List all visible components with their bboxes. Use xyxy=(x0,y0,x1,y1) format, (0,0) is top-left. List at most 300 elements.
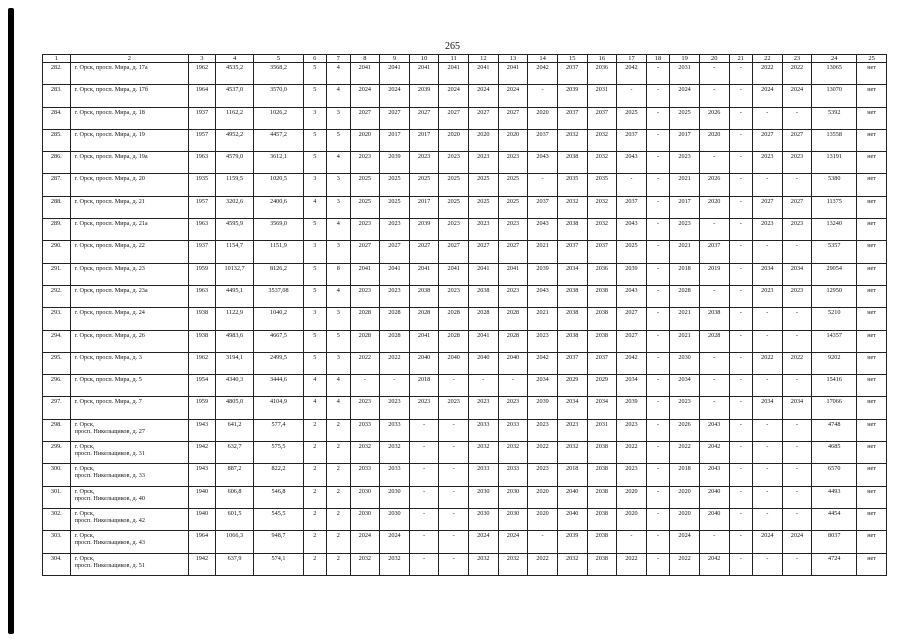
table-cell: 2026 xyxy=(699,107,729,129)
table-cell: 2033 xyxy=(469,419,499,441)
table-cell: 2020 xyxy=(617,486,647,508)
table-cell: 2023 xyxy=(557,419,587,441)
table-cell: 3 xyxy=(327,308,351,330)
table-cell: - xyxy=(469,375,499,397)
table-cell: 2039 xyxy=(557,531,587,553)
table-cell: нет xyxy=(857,352,887,374)
table-cell: 2025 xyxy=(380,196,410,218)
table-cell: 2024 xyxy=(753,85,783,107)
table-cell: - xyxy=(528,85,558,107)
row-number-cell: 283. xyxy=(43,85,71,107)
table-cell: 2039 xyxy=(557,85,587,107)
table-cell: 4 xyxy=(327,397,351,419)
table-cell: 2025 xyxy=(617,241,647,263)
table-cell: 11375 xyxy=(812,196,857,218)
table-cell: 4 xyxy=(327,63,351,85)
table-cell: 2023 xyxy=(380,219,410,241)
table-cell: 2027 xyxy=(782,129,812,151)
table-cell: 2024 xyxy=(753,531,783,553)
column-header: 18 xyxy=(646,55,670,63)
table-cell: 13191 xyxy=(812,152,857,174)
table-cell: - xyxy=(646,174,670,196)
table-cell: 1159,5 xyxy=(215,174,254,196)
table-cell: 5 xyxy=(303,330,327,352)
table-cell: - xyxy=(699,63,729,85)
table-cell: 2021 xyxy=(670,174,700,196)
table-cell: 2038 xyxy=(587,285,617,307)
table-cell: 3 xyxy=(327,174,351,196)
table-cell: 2 xyxy=(303,508,327,530)
table-cell: 2031 xyxy=(587,85,617,107)
row-number-cell: 303. xyxy=(43,531,71,553)
table-cell: 1122,9 xyxy=(215,308,254,330)
table-cell: 545,5 xyxy=(254,508,303,530)
table-cell: 2023 xyxy=(350,152,380,174)
table-cell: 3194,1 xyxy=(215,352,254,374)
address-cell: г. Орск, просп. Мира, д. 21а xyxy=(70,219,189,241)
table-cell: - xyxy=(729,174,753,196)
table-cell: - xyxy=(782,174,812,196)
table-cell: 2032 xyxy=(557,442,587,464)
table-cell: 4 xyxy=(327,219,351,241)
table-cell: 2 xyxy=(327,442,351,464)
table-cell: 2025 xyxy=(498,196,528,218)
table-cell: 577,4 xyxy=(254,419,303,441)
table-cell: 2028 xyxy=(439,308,469,330)
table-cell: 4454 xyxy=(812,508,857,530)
table-cell: 4535,2 xyxy=(215,63,254,85)
table-cell: 2035 xyxy=(557,174,587,196)
housing-table xyxy=(42,54,887,576)
table-cell: нет xyxy=(857,397,887,419)
table-cell: 2032 xyxy=(587,196,617,218)
row-number-cell: 287. xyxy=(43,174,71,196)
table-cell: - xyxy=(753,107,783,129)
table-cell: 2034 xyxy=(782,397,812,419)
row-number-cell: 300. xyxy=(43,464,71,486)
table-cell: 2037 xyxy=(528,196,558,218)
table-cell: - xyxy=(699,375,729,397)
table-cell: 2023 xyxy=(469,219,499,241)
table-cell: - xyxy=(782,419,812,441)
table-cell: - xyxy=(729,330,753,352)
table-cell: 4 xyxy=(327,375,351,397)
row-number-cell: 284. xyxy=(43,107,71,129)
table-cell: 4685 xyxy=(812,442,857,464)
table-cell: нет xyxy=(857,553,887,575)
table-cell: нет xyxy=(857,196,887,218)
table-cell: - xyxy=(646,219,670,241)
table-cell: нет xyxy=(857,174,887,196)
table-cell: 887,2 xyxy=(215,464,254,486)
table-cell: 2034 xyxy=(782,263,812,285)
table-cell: 2023 xyxy=(350,397,380,419)
table-cell: 2032 xyxy=(557,129,587,151)
table-cell: 2024 xyxy=(782,85,812,107)
table-cell: - xyxy=(646,464,670,486)
row-number-cell: 304. xyxy=(43,553,71,575)
column-header: 17 xyxy=(617,55,647,63)
table-cell: 2034 xyxy=(528,375,558,397)
table-cell: 2017 xyxy=(409,196,439,218)
table-cell: 2040 xyxy=(498,352,528,374)
table-cell: - xyxy=(646,241,670,263)
table-cell: - xyxy=(729,152,753,174)
table-cell: 2020 xyxy=(670,486,700,508)
table-cell: 2043 xyxy=(617,285,647,307)
address-cell: г. Орск, просп. Мира, д. 5 xyxy=(70,375,189,397)
table-cell: 2018 xyxy=(409,375,439,397)
table-cell: 2023 xyxy=(380,397,410,419)
table-cell: 4 xyxy=(303,196,327,218)
column-header: 5 xyxy=(254,55,303,63)
row-number-cell: 285. xyxy=(43,129,71,151)
table-cell: 2020 xyxy=(439,129,469,151)
table-cell: 2041 xyxy=(498,263,528,285)
row-number-cell: 288. xyxy=(43,196,71,218)
table-cell: 2039 xyxy=(409,85,439,107)
table-cell: 574,1 xyxy=(254,553,303,575)
table-cell: 1162,2 xyxy=(215,107,254,129)
table-cell: 2042 xyxy=(528,352,558,374)
table-cell: 2032 xyxy=(498,553,528,575)
table-cell: 2023 xyxy=(439,152,469,174)
table-cell: - xyxy=(617,85,647,107)
table-cell: 2043 xyxy=(699,464,729,486)
table-cell: - xyxy=(528,531,558,553)
row-number-cell: 299. xyxy=(43,442,71,464)
table-cell: 2028 xyxy=(380,308,410,330)
table-cell: - xyxy=(782,241,812,263)
page-number: 265 xyxy=(445,41,460,52)
table-cell: 2023 xyxy=(753,152,783,174)
table-cell: 3537,08 xyxy=(254,285,303,307)
table-cell: 2 xyxy=(303,553,327,575)
table-cell: 2027 xyxy=(753,129,783,151)
table-cell: - xyxy=(646,285,670,307)
table-row xyxy=(43,107,887,129)
table-cell: нет xyxy=(857,285,887,307)
table-cell: 2022 xyxy=(782,63,812,85)
table-cell: 2041 xyxy=(409,330,439,352)
table-cell: 2033 xyxy=(380,419,410,441)
table-cell: 1963 xyxy=(189,219,216,241)
table-cell: - xyxy=(729,196,753,218)
table-cell: 2028 xyxy=(350,330,380,352)
table-cell: 2038 xyxy=(587,308,617,330)
table-cell: 2034 xyxy=(670,375,700,397)
table-cell: - xyxy=(782,107,812,129)
address-cell: г. Орск, просп. Мира, д. 21 xyxy=(70,196,189,218)
table-cell: - xyxy=(699,152,729,174)
table-cell: нет xyxy=(857,442,887,464)
table-cell: 2023 xyxy=(350,219,380,241)
table-cell: 2028 xyxy=(670,285,700,307)
table-cell: 2041 xyxy=(380,263,410,285)
table-cell: - xyxy=(528,174,558,196)
table-cell: 2033 xyxy=(380,464,410,486)
table-cell: нет xyxy=(857,486,887,508)
table-cell: 1943 xyxy=(189,419,216,441)
address-cell: г. Орск, просп. Мира, д. 3 xyxy=(70,352,189,374)
table-cell: 2041 xyxy=(469,263,499,285)
table-cell: 4724 xyxy=(812,553,857,575)
table-cell: - xyxy=(439,464,469,486)
table-cell: - xyxy=(646,129,670,151)
table-cell: - xyxy=(729,241,753,263)
table-cell: 3 xyxy=(327,107,351,129)
table-cell: 1940 xyxy=(189,508,216,530)
address-cell: г. Орск, просп. Мира, д. 22 xyxy=(70,241,189,263)
row-number-cell: 293. xyxy=(43,308,71,330)
table-row xyxy=(43,352,887,374)
table-cell: 6570 xyxy=(812,464,857,486)
table-cell: нет xyxy=(857,308,887,330)
table-cell: 2030 xyxy=(380,486,410,508)
table-cell: 4748 xyxy=(812,419,857,441)
table-cell: 2024 xyxy=(350,85,380,107)
table-cell: нет xyxy=(857,129,887,151)
table-cell: 2022 xyxy=(617,442,647,464)
table-cell: 948,7 xyxy=(254,531,303,553)
table-cell: - xyxy=(646,308,670,330)
address-cell: г. Орск, просп. Мира, д. 17а xyxy=(70,63,189,85)
table-cell: 2041 xyxy=(469,330,499,352)
row-number-cell: 302. xyxy=(43,508,71,530)
table-cell: 2022 xyxy=(380,352,410,374)
table-cell: 2025 xyxy=(498,174,528,196)
table-cell: 2031 xyxy=(670,63,700,85)
table-cell: 2040 xyxy=(699,508,729,530)
table-cell: 2033 xyxy=(498,419,528,441)
table-cell: 2017 xyxy=(670,196,700,218)
table-cell: 2023 xyxy=(753,219,783,241)
table-cell: 2041 xyxy=(439,63,469,85)
table-cell: 2037 xyxy=(699,241,729,263)
table-cell: 2028 xyxy=(469,308,499,330)
table-cell: 1959 xyxy=(189,263,216,285)
table-cell: 2038 xyxy=(699,308,729,330)
table-cell: - xyxy=(729,352,753,374)
column-header: 14 xyxy=(528,55,558,63)
table-cell: - xyxy=(753,174,783,196)
table-cell: - xyxy=(646,63,670,85)
table-cell: - xyxy=(646,442,670,464)
table-cell: 5 xyxy=(303,285,327,307)
row-number-cell: 298. xyxy=(43,419,71,441)
address-cell: г. Орск, просп. Мира, д. 18 xyxy=(70,107,189,129)
table-cell: - xyxy=(646,375,670,397)
table-cell: 2025 xyxy=(380,174,410,196)
table-cell: 2023 xyxy=(439,285,469,307)
table-cell: 1020,5 xyxy=(254,174,303,196)
table-cell: 1942 xyxy=(189,442,216,464)
table-cell: 1962 xyxy=(189,63,216,85)
table-cell: 2025 xyxy=(469,174,499,196)
column-header: 2 xyxy=(70,55,189,63)
table-cell: 2021 xyxy=(528,308,558,330)
table-cell: 2023 xyxy=(617,419,647,441)
table-cell: 2038 xyxy=(587,442,617,464)
table-cell: 2022 xyxy=(670,442,700,464)
table-cell: - xyxy=(439,486,469,508)
table-cell: 4 xyxy=(303,375,327,397)
table-cell: 5357 xyxy=(812,241,857,263)
table-cell: - xyxy=(729,531,753,553)
table-cell: 4104,9 xyxy=(254,397,303,419)
table-cell: 2034 xyxy=(557,397,587,419)
table-cell: - xyxy=(646,330,670,352)
table-cell: 2023 xyxy=(670,219,700,241)
table-cell: 14357 xyxy=(812,330,857,352)
table-row xyxy=(43,85,887,107)
table-cell: - xyxy=(753,486,783,508)
table-cell: - xyxy=(729,85,753,107)
table-cell: 3612,1 xyxy=(254,152,303,174)
table-cell: 1954 xyxy=(189,375,216,397)
table-cell: 2020 xyxy=(699,129,729,151)
table-cell: 2038 xyxy=(587,508,617,530)
table-cell: 4495,1 xyxy=(215,285,254,307)
address-cell: г. Орск, просп. Мира, д. 7 xyxy=(70,397,189,419)
table-cell: 2027 xyxy=(409,241,439,263)
table-cell: 2032 xyxy=(557,196,587,218)
table-row xyxy=(43,263,887,285)
table-cell: - xyxy=(699,352,729,374)
table-cell: 2 xyxy=(327,531,351,553)
table-cell: - xyxy=(729,375,753,397)
table-cell: 2027 xyxy=(380,241,410,263)
table-cell: 2023 xyxy=(670,397,700,419)
table-cell: 2036 xyxy=(587,63,617,85)
table-cell: - xyxy=(409,464,439,486)
table-cell: - xyxy=(782,508,812,530)
table-cell: - xyxy=(753,375,783,397)
table-cell: - xyxy=(729,308,753,330)
table-cell: - xyxy=(439,375,469,397)
table-cell: 13065 xyxy=(812,63,857,85)
table-cell: 1957 xyxy=(189,196,216,218)
table-cell: 606,8 xyxy=(215,486,254,508)
table-cell: 2 xyxy=(327,464,351,486)
row-number-cell: 294. xyxy=(43,330,71,352)
table-cell: - xyxy=(729,508,753,530)
column-header: 4 xyxy=(215,55,254,63)
table-cell: 2023 xyxy=(498,285,528,307)
table-cell: 2025 xyxy=(350,174,380,196)
table-cell: 2028 xyxy=(380,330,410,352)
table-cell: 2032 xyxy=(587,152,617,174)
column-header: 22 xyxy=(753,55,783,63)
table-cell: - xyxy=(753,308,783,330)
table-row xyxy=(43,285,887,307)
table-cell: 2027 xyxy=(617,308,647,330)
table-cell: - xyxy=(729,263,753,285)
table-cell: 2019 xyxy=(699,263,729,285)
address-cell: г. Орск, просп. Никельщиков, д. 31 xyxy=(70,442,189,464)
table-cell: 2041 xyxy=(350,263,380,285)
table-cell: 2030 xyxy=(498,508,528,530)
table-cell: 2041 xyxy=(439,263,469,285)
table-cell: 2039 xyxy=(617,263,647,285)
table-cell: - xyxy=(699,219,729,241)
table-cell: 822,2 xyxy=(254,464,303,486)
table-cell: 4 xyxy=(327,285,351,307)
table-cell: 2023 xyxy=(498,397,528,419)
table-cell: 2027 xyxy=(469,241,499,263)
table-cell: 1959 xyxy=(189,397,216,419)
table-cell: 2028 xyxy=(409,308,439,330)
table-cell: - xyxy=(753,553,783,575)
table-cell: 2020 xyxy=(469,129,499,151)
table-cell: 2041 xyxy=(469,63,499,85)
table-cell: 2024 xyxy=(380,531,410,553)
table-cell: 2024 xyxy=(670,85,700,107)
column-header: 23 xyxy=(782,55,812,63)
table-cell: - xyxy=(699,85,729,107)
table-cell: - xyxy=(439,442,469,464)
table-cell: 2020 xyxy=(498,129,528,151)
table-cell: 2017 xyxy=(670,129,700,151)
table-cell: - xyxy=(782,464,812,486)
table-cell: 2400,6 xyxy=(254,196,303,218)
address-cell: г. Орск, просп. Никельщиков, д. 33 xyxy=(70,464,189,486)
table-cell: нет xyxy=(857,107,887,129)
table-cell: - xyxy=(729,219,753,241)
table-cell: - xyxy=(729,107,753,129)
table-cell: 2027 xyxy=(350,241,380,263)
table-cell: 2042 xyxy=(617,63,647,85)
table-cell: 2018 xyxy=(670,263,700,285)
table-cell: - xyxy=(699,531,729,553)
table-cell: - xyxy=(729,63,753,85)
table-cell: 3 xyxy=(327,196,351,218)
table-cell: 2041 xyxy=(409,263,439,285)
table-cell: 2027 xyxy=(782,196,812,218)
table-cell: 2039 xyxy=(617,397,647,419)
table-cell: 1943 xyxy=(189,464,216,486)
table-cell: 1938 xyxy=(189,330,216,352)
table-cell: 2027 xyxy=(498,107,528,129)
table-cell: 5 xyxy=(303,63,327,85)
table-cell: - xyxy=(617,531,647,553)
table-row xyxy=(43,196,887,218)
column-header: 15 xyxy=(557,55,587,63)
table-cell: 2034 xyxy=(753,397,783,419)
table-cell: 2039 xyxy=(528,397,558,419)
table-cell: 2042 xyxy=(528,63,558,85)
table-cell: 2028 xyxy=(350,308,380,330)
table-cell: - xyxy=(646,531,670,553)
table-row xyxy=(43,419,887,441)
table-cell: - xyxy=(617,174,647,196)
table-cell: 2041 xyxy=(498,63,528,85)
table-cell: 2023 xyxy=(753,285,783,307)
column-header: 9 xyxy=(380,55,410,63)
table-cell: - xyxy=(729,464,753,486)
table-cell: 2038 xyxy=(557,285,587,307)
table-cell: нет xyxy=(857,375,887,397)
table-cell: нет xyxy=(857,63,887,85)
table-cell: 2032 xyxy=(469,442,499,464)
column-header: 6 xyxy=(303,55,327,63)
table-row xyxy=(43,63,887,85)
table-cell: - xyxy=(782,442,812,464)
table-cell: 8126,2 xyxy=(254,263,303,285)
table-cell: - xyxy=(439,531,469,553)
table-cell: 3 xyxy=(303,174,327,196)
row-number-cell: 282. xyxy=(43,63,71,85)
